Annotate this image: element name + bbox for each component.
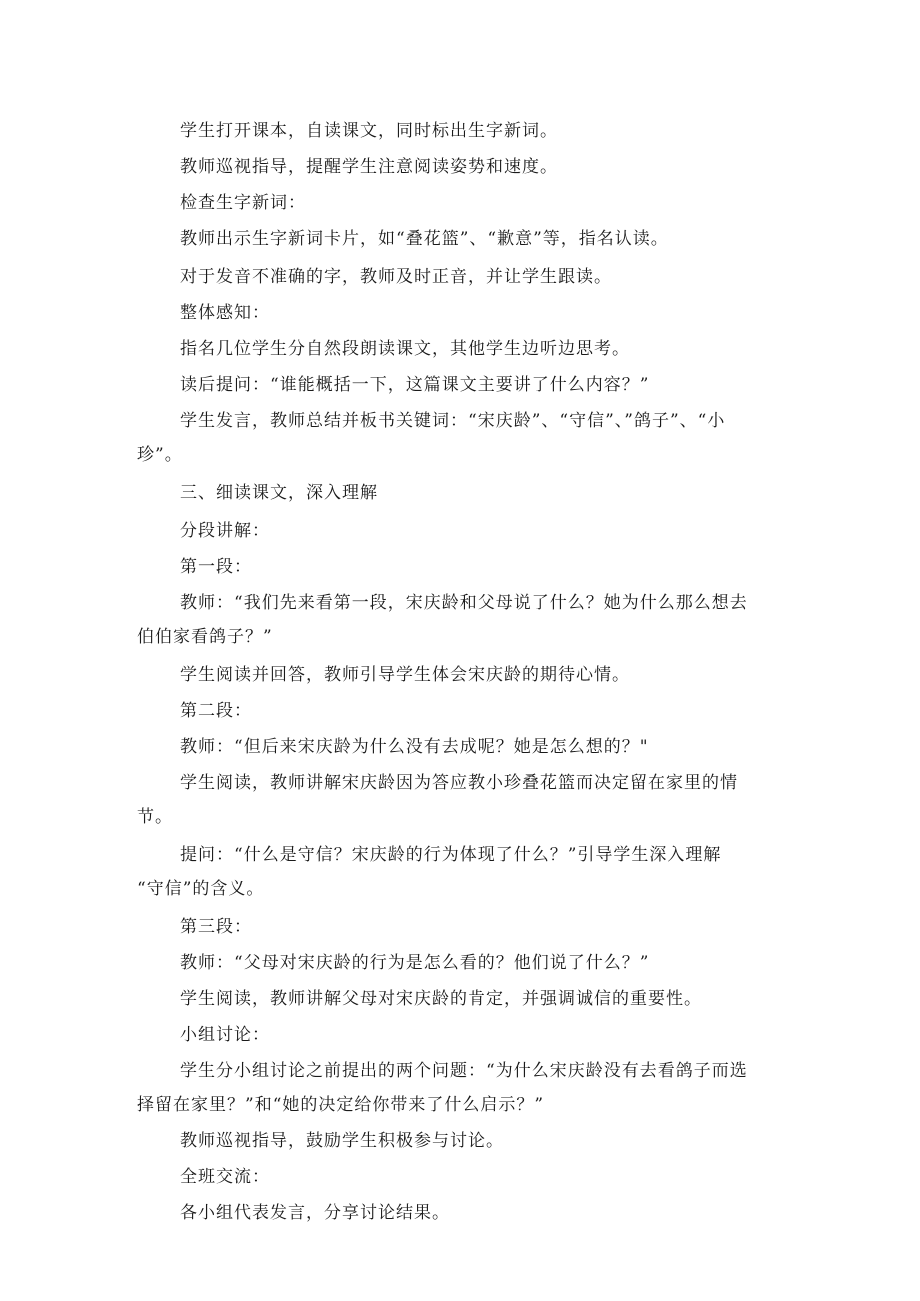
paragraph-13-line-2: 伯伯家看鸽子？” [137, 627, 273, 647]
paragraph-7: 指名几位学生分自然段朗读课文，其他学生边听边思考。 [180, 339, 630, 359]
paragraph-14: 学生阅读并回答，教师引导学生体会宋庆龄的期待心情。 [180, 665, 630, 685]
paragraph-4: 教师出示生字新词卡片，如“叠花篮”、“歉意”等，指名认读。 [180, 229, 669, 249]
paragraph-1: 学生打开课本，自读课文，同时标出生字新词。 [180, 121, 558, 141]
paragraph-23 [137, 1054, 787, 1122]
paragraph-19: 第三段： [180, 917, 252, 937]
paragraph-17-line-1: 学生阅读，教师讲解宋庆龄因为答应教小珍叠花篮而决定留在家里的情 [180, 773, 738, 793]
paragraph-6: 整体感知： [180, 303, 270, 323]
paragraph-21: 学生阅读，教师讲解父母对宋庆龄的肯定，并强调诚信的重要性。 [180, 989, 702, 1009]
paragraph-23-line-2: 择留在家里？”和“她的决定给你带来了什么启示？” [137, 1095, 545, 1115]
paragraph-17 [137, 766, 787, 834]
paragraph-25: 全班交流： [180, 1167, 270, 1187]
paragraph-5: 对于发音不准确的字，教师及时正音，并让学生跟读。 [180, 267, 612, 287]
paragraph-13 [137, 586, 787, 654]
paragraph-9-line-2: 珍”。 [137, 445, 183, 465]
paragraph-13-line-1: 教师：“我们先来看第一段，宋庆龄和父母说了什么？她为什么那么想去 [180, 593, 748, 613]
section-heading: 三、细读课文，深入理解 [180, 483, 378, 503]
paragraph-18-line-1: 提问：“什么是守信？宋庆龄的行为体现了什么？”引导学生深入理解 [180, 845, 722, 865]
paragraph-24: 教师巡视指导，鼓励学生积极参与讨论。 [180, 1131, 504, 1151]
paragraph-8: 读后提问：“谁能概括一下，这篇课文主要讲了什么内容？” [180, 375, 650, 395]
paragraph-20: 教师：“父母对宋庆龄的行为是怎么看的？他们说了什么？” [180, 953, 650, 973]
paragraph-18 [137, 838, 787, 906]
paragraph-2: 教师巡视指导，提醒学生注意阅读姿势和速度。 [180, 157, 558, 177]
paragraph-17-line-2: 节。 [137, 807, 173, 827]
paragraph-9 [137, 404, 787, 472]
paragraph-12: 第一段： [180, 557, 252, 577]
paragraph-9-line-1: 学生发言，教师总结并板书关键词：“宋庆龄”、“守信”、”鸽子”、“小 [180, 411, 726, 431]
paragraph-26: 各小组代表发言，分享讨论结果。 [180, 1203, 450, 1223]
paragraph-3: 检查生字新词： [180, 193, 306, 213]
paragraph-15: 第二段： [180, 701, 252, 721]
paragraph-22: 小组讨论： [180, 1025, 270, 1045]
paragraph-23-line-1: 学生分小组讨论之前提出的两个问题：“为什么宋庆龄没有去看鸽子而选 [180, 1061, 748, 1081]
document-page [137, 114, 787, 1230]
paragraph-16: 教师：“但后来宋庆龄为什么没有去成呢？她是怎么想的？" [180, 737, 649, 757]
paragraph-18-line-2: “守信”的含义。 [137, 879, 265, 899]
paragraph-11: 分段讲解： [180, 521, 270, 541]
